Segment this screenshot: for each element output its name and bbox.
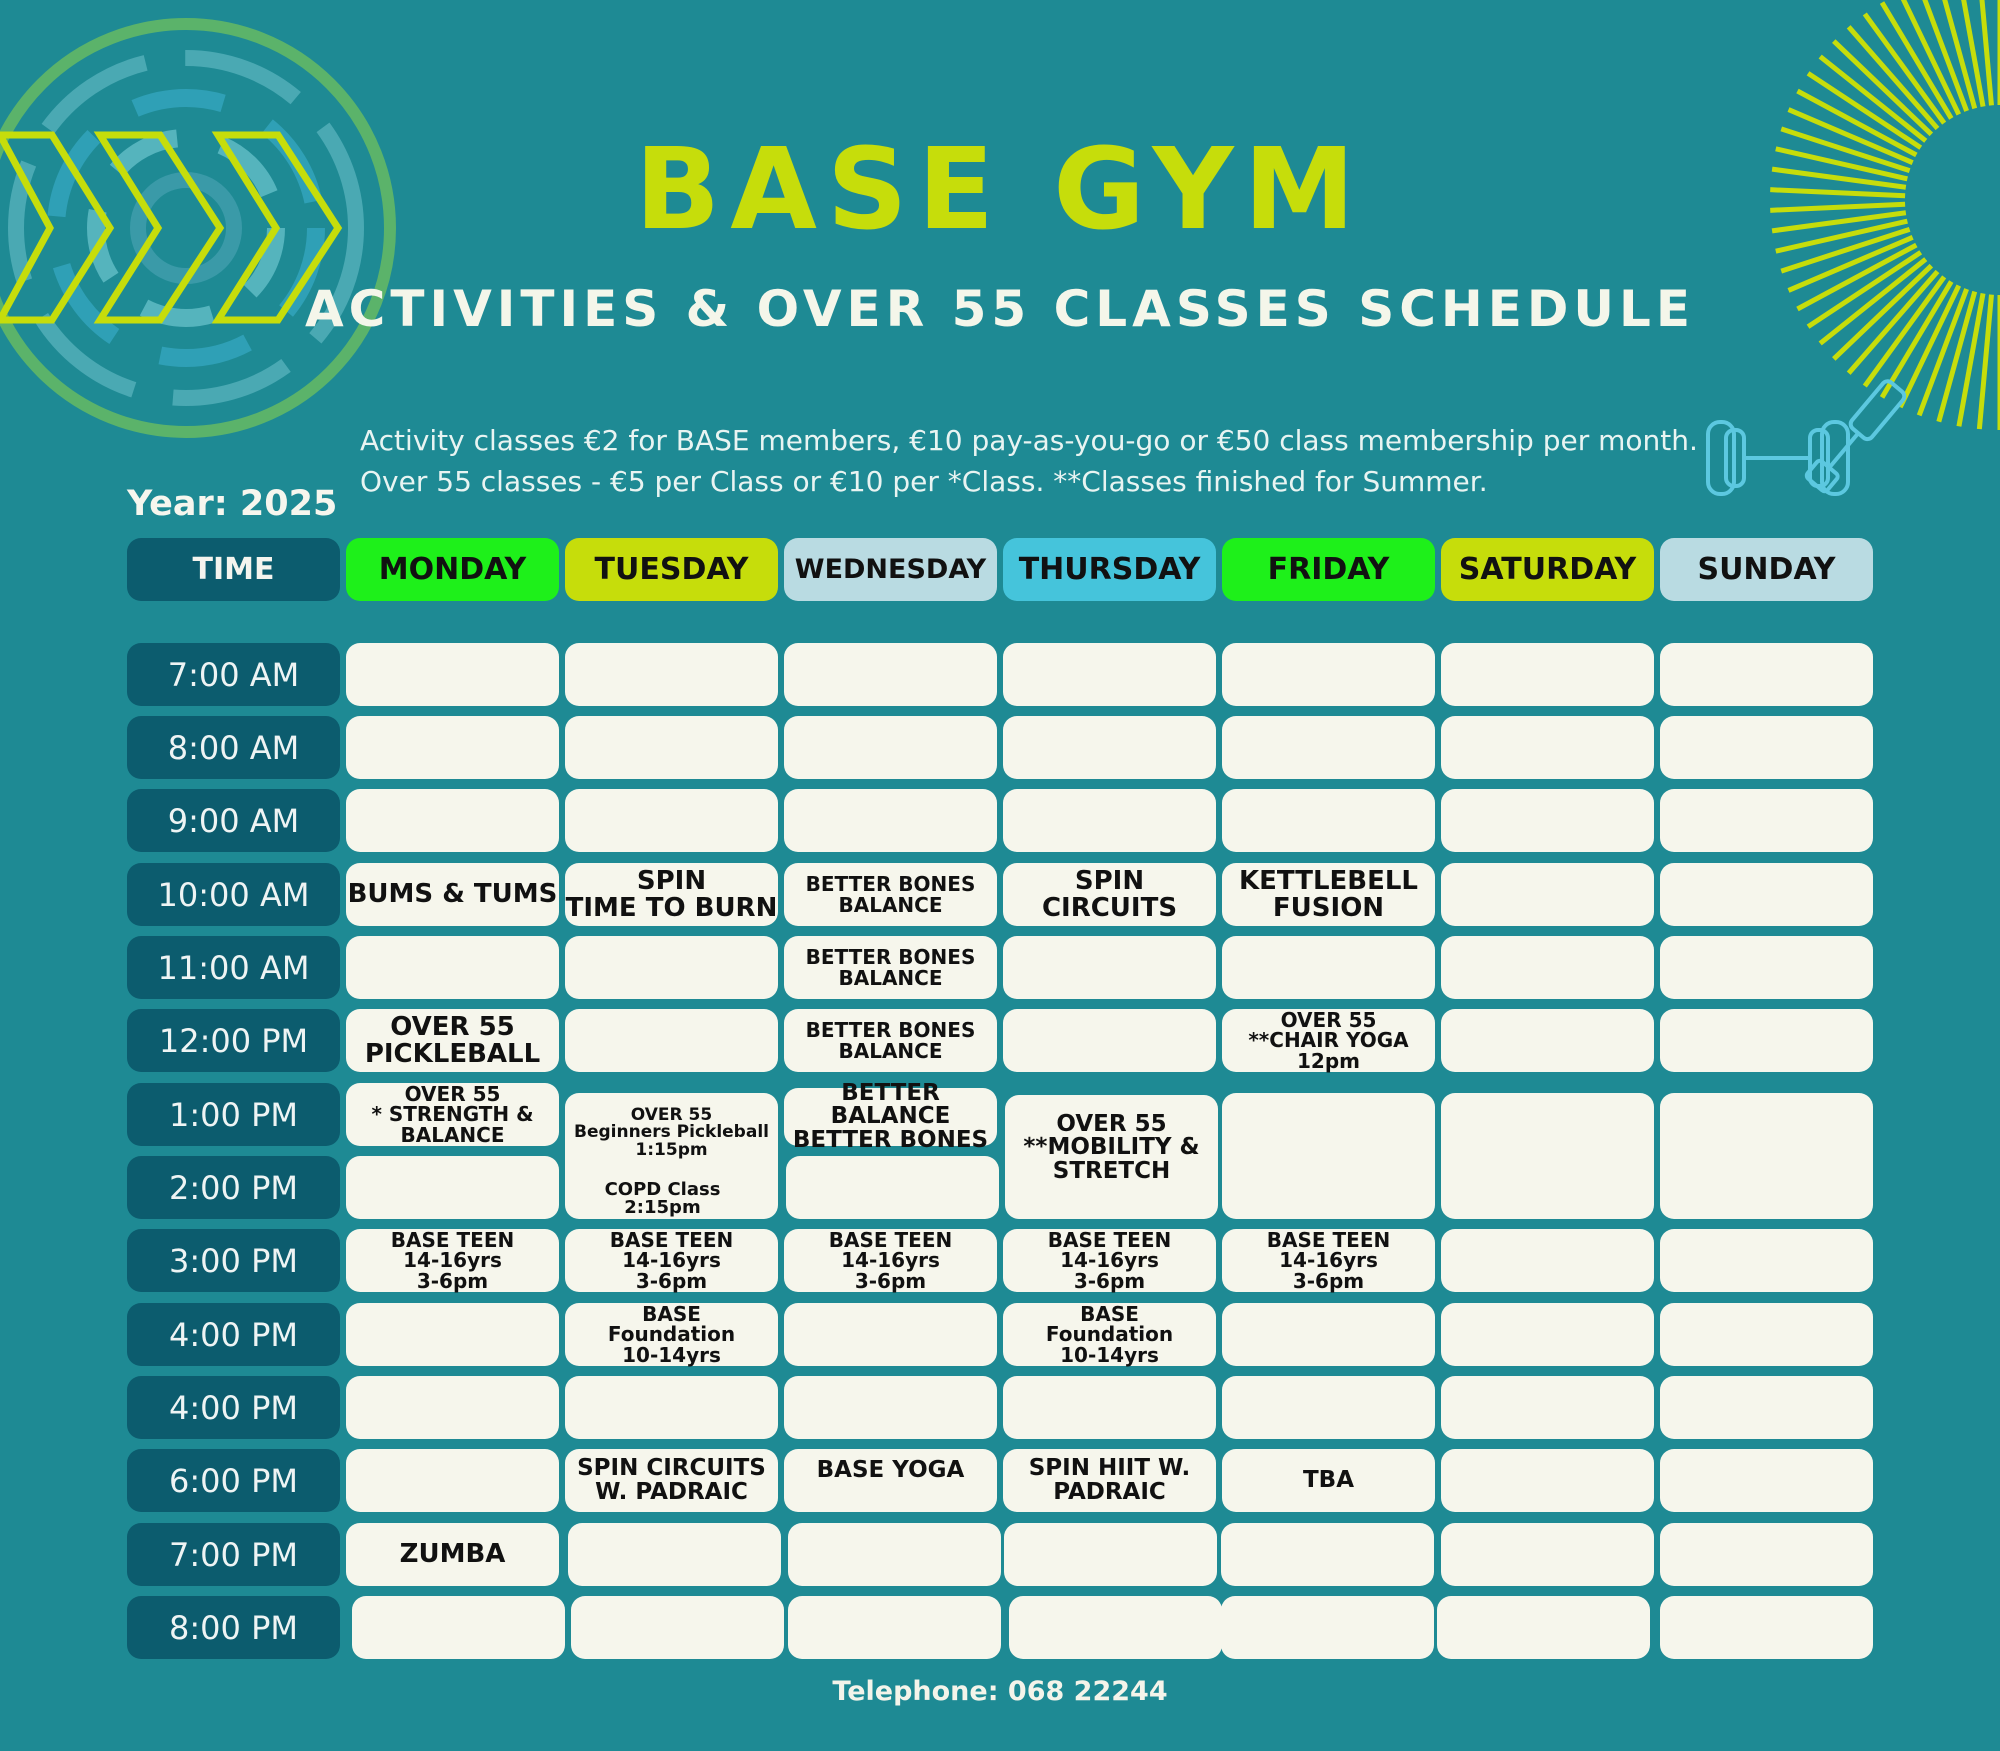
class-cell	[1441, 1376, 1654, 1439]
time-slot: 11:00 AM	[127, 936, 340, 999]
class-cell	[1441, 936, 1654, 999]
class-cell	[788, 1523, 1001, 1586]
time-slot: 2:00 PM	[127, 1156, 340, 1219]
class-cell	[1222, 716, 1435, 779]
telephone-footer: Telephone: 068 22244	[832, 1676, 1168, 1707]
class-label: OVER 55	[1056, 1111, 1167, 1137]
class-cell	[346, 643, 559, 706]
class-label: 14-16yrs	[1279, 1248, 1378, 1273]
header-friday: FRIDAY	[1222, 538, 1435, 601]
class-cell-over55-pickleball	[346, 1009, 559, 1072]
class-label: KETTLEBELL	[1238, 865, 1419, 896]
page-subtitle: ACTIVITIES & OVER 55 CLASSES SCHEDULE	[304, 280, 1696, 338]
class-cell	[1441, 1449, 1654, 1512]
class-cell	[1660, 1523, 1873, 1586]
class-cell	[565, 1009, 778, 1072]
class-label: 10-14yrs	[622, 1342, 721, 1367]
class-label: * STRENGTH &	[371, 1102, 534, 1127]
class-cell	[565, 789, 778, 852]
class-cell	[1660, 1596, 1873, 1659]
class-cell	[1660, 1229, 1873, 1292]
class-cell-better-bones-balance	[784, 1009, 997, 1072]
time-slot: 1:00 PM	[127, 1083, 340, 1146]
class-label: BASE	[642, 1301, 701, 1326]
class-label: TIME TO BURN	[565, 892, 778, 923]
class-label: CIRCUITS	[1041, 892, 1178, 923]
class-cell-spin-circuits-padraic	[565, 1449, 778, 1512]
header-monday: MONDAY	[346, 538, 559, 601]
class-cell	[1003, 643, 1216, 706]
class-cell	[784, 1303, 997, 1366]
class-label: PADRAIC	[1053, 1478, 1166, 1505]
class-label: Foundation	[1045, 1322, 1174, 1347]
class-label: 14-16yrs	[841, 1248, 940, 1273]
class-label: 3-6pm	[416, 1268, 489, 1293]
class-cell	[1222, 1376, 1435, 1439]
class-cell	[784, 1376, 997, 1439]
class-label: BASE TEEN	[1266, 1227, 1391, 1252]
class-cell-better-balance-better-bones	[784, 1079, 997, 1153]
class-label: STRETCH	[1052, 1157, 1171, 1184]
class-label: Beginners Pickleball	[574, 1122, 769, 1143]
class-label: BALANCE	[400, 1122, 505, 1147]
class-label: 3-6pm	[1292, 1268, 1365, 1293]
time-slot: 4:00 PM	[127, 1376, 340, 1439]
class-label: BALANCE	[838, 892, 943, 917]
class-cell	[346, 936, 559, 999]
class-cell	[352, 1596, 565, 1659]
pricing-line: Over 55 classes - €5 per Class or €10 per *Class. **Classes finished for Summer.	[360, 465, 1488, 498]
class-cell-better-bones-balance	[784, 863, 997, 926]
class-cell	[1222, 936, 1435, 999]
class-label: Foundation	[607, 1322, 736, 1347]
class-cell	[1441, 716, 1654, 779]
class-label: BASE YOGA	[816, 1457, 965, 1483]
class-label: OVER 55	[630, 1105, 713, 1125]
class-label: TBA	[1302, 1466, 1355, 1493]
class-label: BETTER BONES	[805, 1018, 976, 1043]
page-title: BASE GYM	[634, 125, 1366, 255]
class-cell	[1660, 1009, 1873, 1072]
class-cell-base-foundation	[565, 1303, 778, 1366]
time-slot: 9:00 AM	[127, 789, 340, 852]
class-label: 3-6pm	[854, 1268, 927, 1293]
time-slot: 8:00 PM	[127, 1596, 340, 1659]
class-label: BASE TEEN	[1047, 1227, 1172, 1252]
time-slot: 7:00 PM	[127, 1523, 340, 1586]
class-cell-bums-tums	[346, 863, 559, 926]
class-cell	[1221, 1523, 1434, 1586]
class-label: 14-16yrs	[403, 1248, 502, 1273]
class-label: BALANCE	[838, 1038, 943, 1063]
header-sunday: SUNDAY	[1660, 538, 1873, 601]
class-label: W. PADRAIC	[595, 1478, 748, 1505]
class-cell-spin-hiit-padraic	[1003, 1449, 1216, 1512]
class-cell	[784, 643, 997, 706]
class-label: FUSION	[1272, 892, 1385, 923]
class-label: BETTER BONES	[805, 945, 976, 970]
class-cell-over55-mobility-stretch	[1005, 1095, 1218, 1219]
class-cell-base-teen	[1003, 1229, 1216, 1292]
time-slot: 6:00 PM	[127, 1449, 340, 1512]
class-cell	[1441, 1009, 1654, 1072]
header-saturday: SATURDAY	[1441, 538, 1654, 601]
class-cell-zumba	[346, 1523, 559, 1586]
class-cell-base-teen	[565, 1229, 778, 1292]
class-label: 10-14yrs	[1060, 1342, 1159, 1367]
class-cell-base-foundation	[1003, 1303, 1216, 1366]
class-label: 1:15pm	[635, 1139, 708, 1160]
time-slot: 10:00 AM	[127, 863, 340, 926]
class-cell	[1660, 1093, 1873, 1219]
class-cell	[784, 789, 997, 852]
class-cell-base-yoga	[784, 1449, 997, 1512]
class-cell	[568, 1523, 781, 1586]
header-wednesday: WEDNESDAY	[784, 538, 997, 601]
class-cell	[788, 1596, 1001, 1659]
class-cell	[565, 1376, 778, 1439]
class-cell	[1222, 643, 1435, 706]
class-cell	[1441, 1523, 1654, 1586]
class-cell	[565, 716, 778, 779]
class-cell	[1660, 643, 1873, 706]
class-cell-base-teen	[1222, 1229, 1435, 1292]
class-cell	[565, 643, 778, 706]
class-label: BASE	[1080, 1301, 1139, 1326]
class-label: 14-16yrs	[622, 1248, 721, 1273]
class-cell-spin-time-to-burn	[565, 863, 778, 926]
class-cell-base-teen	[784, 1229, 997, 1292]
class-cell	[784, 716, 997, 779]
class-label: BASE TEEN	[609, 1227, 734, 1252]
class-cell	[1221, 1596, 1434, 1659]
class-label: ZUMBA	[399, 1539, 506, 1570]
class-cell	[1441, 1093, 1654, 1219]
class-cell	[1222, 789, 1435, 852]
class-cell	[1003, 789, 1216, 852]
class-cell-tba	[1222, 1449, 1435, 1512]
class-cell	[1660, 936, 1873, 999]
class-label: BETTER BALANCE	[830, 1079, 951, 1130]
class-label: SPIN	[636, 865, 707, 896]
class-cell	[1441, 1303, 1654, 1366]
class-label: SPIN	[1074, 865, 1145, 896]
class-cell	[346, 1376, 559, 1439]
class-cell	[1222, 1093, 1435, 1219]
class-label: 3-6pm	[1073, 1268, 1146, 1293]
pricing-info	[360, 420, 1698, 502]
class-label: 3-6pm	[635, 1268, 708, 1293]
class-cell	[1441, 1229, 1654, 1292]
class-cell	[1004, 1523, 1217, 1586]
class-cell	[1003, 1009, 1216, 1072]
class-cell	[565, 936, 778, 999]
class-label: COPD Class 2:15pm	[604, 1178, 721, 1219]
time-slot: 7:00 AM	[127, 643, 340, 706]
class-cell	[1003, 936, 1216, 999]
class-label: PICKLEBALL	[364, 1038, 541, 1069]
class-cell	[1222, 1303, 1435, 1366]
time-slot: 12:00 PM	[127, 1009, 340, 1072]
class-label: OVER 55	[390, 1011, 515, 1042]
class-cell	[1660, 1303, 1873, 1366]
class-cell	[1003, 716, 1216, 779]
pricing-line: Activity classes €2 for BASE members, €10 pay-as-you-go or €50 class membership per month.	[360, 424, 1698, 457]
class-cell	[1003, 1376, 1216, 1439]
class-label: SPIN HIIT W.	[1028, 1455, 1191, 1482]
class-cell	[346, 1303, 559, 1366]
header-thursday: THURSDAY	[1003, 538, 1216, 601]
class-label: 12pm	[1297, 1048, 1360, 1073]
class-cell	[1441, 643, 1654, 706]
class-label: BETTER BONES	[792, 1126, 989, 1153]
class-cell-over55-strength-balance	[346, 1083, 559, 1146]
class-cell	[786, 1156, 999, 1219]
class-label: SPIN CIRCUITS	[577, 1455, 766, 1482]
class-label: 14-16yrs	[1060, 1248, 1159, 1273]
class-cell	[1441, 789, 1654, 852]
class-cell	[1437, 1596, 1650, 1659]
class-cell	[1009, 1596, 1222, 1659]
class-label: BETTER BONES	[805, 872, 976, 897]
class-cell	[346, 716, 559, 779]
class-cell	[346, 1449, 559, 1512]
class-cell	[1660, 1376, 1873, 1439]
class-cell-base-teen	[346, 1229, 559, 1292]
class-label: OVER 55	[1280, 1007, 1377, 1032]
class-cell-spin-circuits	[1003, 863, 1216, 926]
class-cell-over55-chair-yoga	[1222, 1009, 1435, 1072]
class-cell	[1660, 789, 1873, 852]
time-slot: 8:00 AM	[127, 716, 340, 779]
class-cell	[1660, 1449, 1873, 1512]
time-slot: 3:00 PM	[127, 1229, 340, 1292]
time-slot: 4:00 PM	[127, 1303, 340, 1366]
header-time: TIME	[127, 538, 340, 601]
header-tuesday: TUESDAY	[565, 538, 778, 601]
class-cell-over55-beginners-pickleball	[565, 1093, 778, 1219]
class-label: **CHAIR YOGA	[1248, 1028, 1409, 1053]
class-label: BASE TEEN	[390, 1227, 515, 1252]
class-cell	[346, 1156, 559, 1219]
class-label: OVER 55	[404, 1081, 501, 1106]
class-label: BUMS & TUMS	[347, 879, 558, 910]
class-cell-kettlebell-fusion	[1222, 863, 1435, 926]
class-cell	[346, 789, 559, 852]
class-cell	[1660, 716, 1873, 779]
class-label: BALANCE	[838, 965, 943, 990]
class-cell	[571, 1596, 784, 1659]
class-cell-better-bones-balance	[784, 936, 997, 999]
class-label: **MOBILITY &	[1023, 1134, 1200, 1161]
class-cell	[1441, 863, 1654, 926]
dumbbell-icon	[1700, 350, 1940, 510]
year-label: Year: 2025	[127, 484, 338, 524]
class-label: BASE TEEN	[828, 1227, 953, 1252]
class-cell	[1660, 863, 1873, 926]
